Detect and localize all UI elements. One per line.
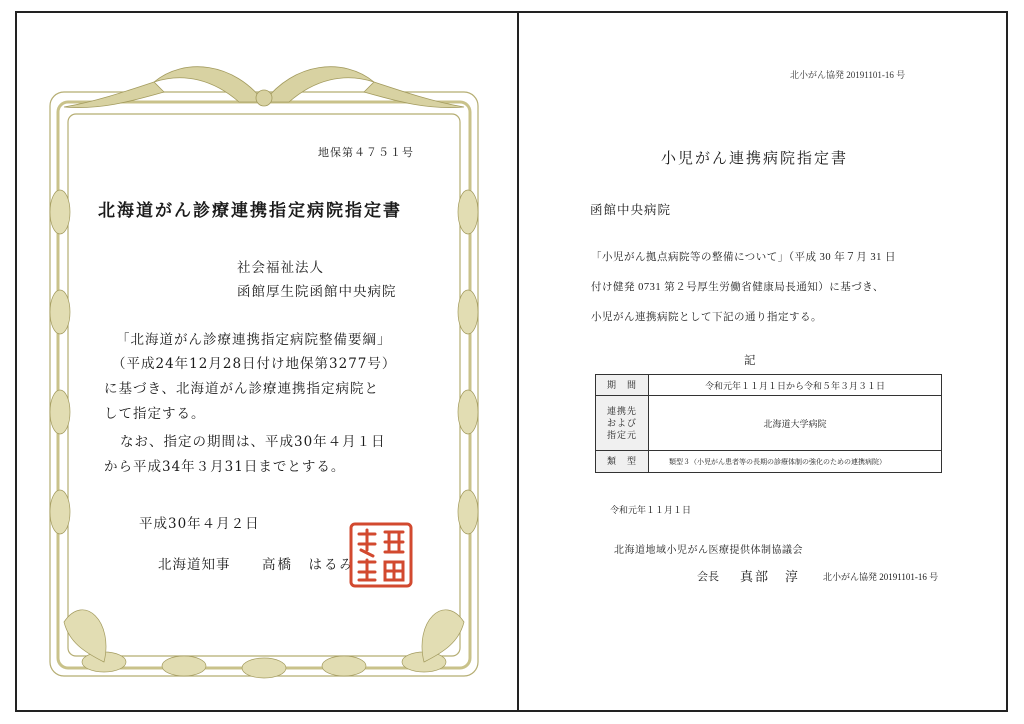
- certificate-body-line: に基づき、北海道がん診療連携指定病院と: [104, 381, 379, 397]
- certificate-title: 北海道がん診療連携指定病院指定書: [98, 201, 402, 221]
- corporation-type: 社会福祉法人: [237, 260, 324, 276]
- partner-label: [596, 396, 649, 451]
- period-label: 期 間: [596, 375, 649, 396]
- hospital-name: 函館厚生院函館中央病院: [237, 284, 397, 300]
- ki-heading: 記: [744, 355, 756, 367]
- governor-title: 北海道知事: [158, 557, 231, 573]
- document-paragraph-line: 小児がん連携病院として下記の通り指定する。: [591, 312, 822, 323]
- partner-value: 北海道大学病院: [649, 396, 942, 451]
- type-label: 類 型: [596, 451, 649, 473]
- certificate-body-line: （平成24年12月28日付け地保第3277号）: [112, 356, 397, 372]
- certificate-body-line: 「北海道がん診療連携指定病院整備要綱」: [116, 332, 392, 348]
- ornamental-border: [44, 62, 484, 682]
- designation-table: [595, 374, 942, 473]
- chair-role: 会長: [697, 571, 719, 583]
- addressee: 函館中央病院: [590, 203, 672, 217]
- certificate-body-line: して指定する。: [104, 406, 206, 422]
- document-title: 小児がん連携病院指定書: [661, 151, 849, 167]
- type-value: 類型３（小児がん患者等の長期の診療体制の強化のための連携病院）: [649, 451, 942, 473]
- governor-name: 高橋 はるみ: [262, 557, 355, 573]
- table-row: [596, 375, 942, 396]
- chair-suffix: 北小がん協発 20191101-16 号: [823, 572, 939, 582]
- document-panel: [517, 11, 1008, 712]
- document-number: 北小がん協発 20191101-16 号: [790, 70, 906, 80]
- period-value: 令和元年１１月１日から令和５年３月３１日: [649, 375, 942, 396]
- partner-label-line: 指定元: [606, 430, 637, 441]
- issue-date: 平成30年４月２日: [139, 516, 260, 532]
- document-date: 令和元年１１月１日: [610, 505, 692, 515]
- official-seal-icon: [349, 522, 413, 588]
- document-paragraph-line: 付け健発 0731 第２号厚生労働省健康局長通知）に基づき、: [591, 282, 884, 293]
- partner-label-line: 連携先: [606, 405, 637, 416]
- document-paragraph-line: 「小児がん拠点病院等の整備について」（平成 30 年７月 31 日: [591, 252, 897, 263]
- partner-label-line: および: [606, 417, 637, 428]
- table-row: [596, 451, 942, 473]
- table-row: [596, 396, 942, 451]
- chair-name: 真部 淳: [740, 569, 801, 584]
- certificate-body-line: から平成34年３月31日までとする。: [104, 459, 346, 475]
- phoenix-motif-icon: [64, 67, 464, 108]
- certificate-body-line: なお、指定の期間は、平成30年４月１日: [120, 434, 386, 450]
- certificate-number: 地保第４７５１号: [318, 146, 414, 159]
- council-name: 北海道地域小児がん医療提供体制協議会: [614, 545, 803, 556]
